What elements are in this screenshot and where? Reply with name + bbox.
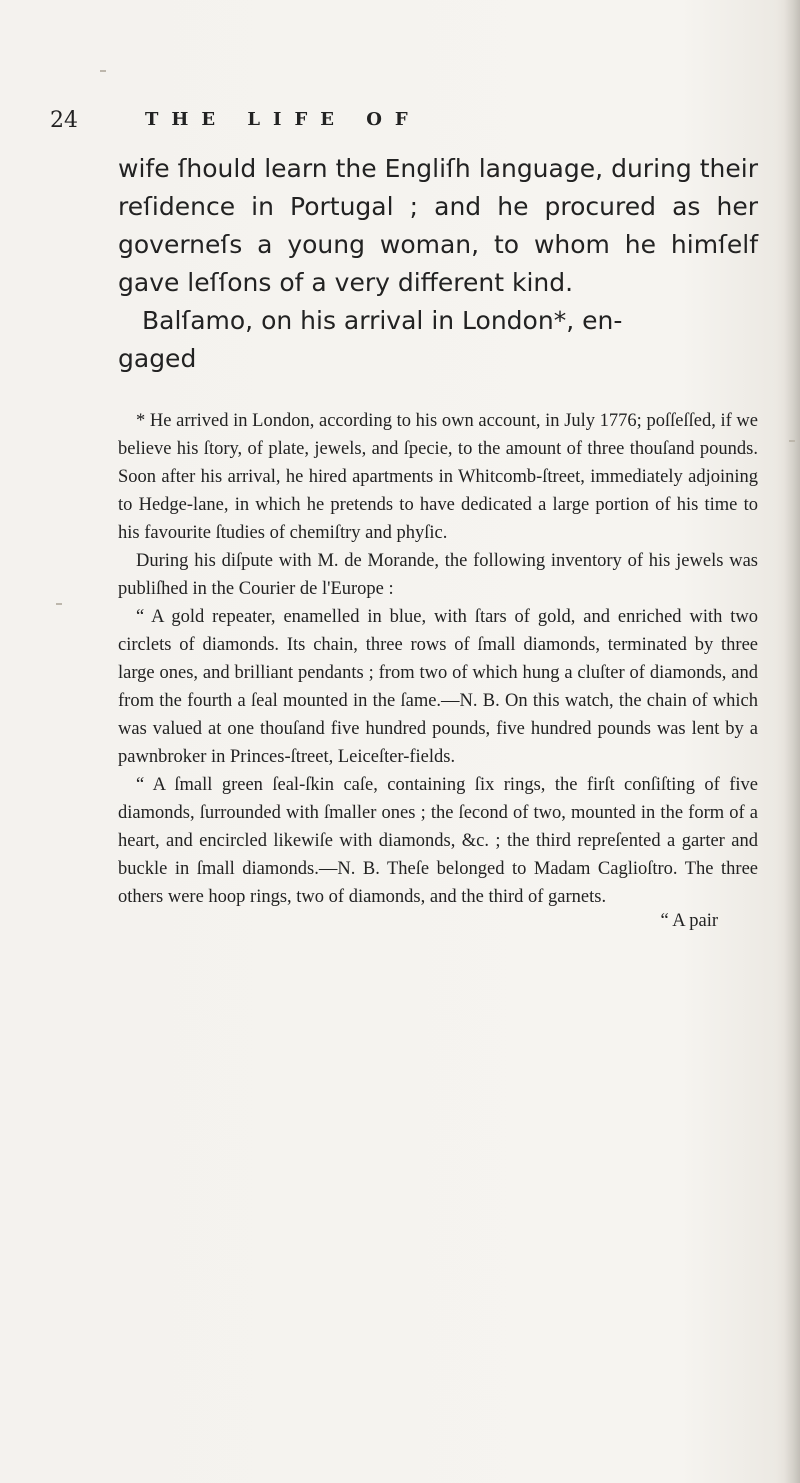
footnote-paragraph: “ A gold repeater, enamelled in blue, with ſtars of gold, and enriched with two circlets of diamonds. Its chain, three rows of ſmall diamonds, terminated by three large ones, and brilliant pendants ; from two of which hung a cluſter of diamonds, and from the fourth a ſeal mounted in the ſame.—N. B. On this watch, the chain of which was valued at one thouſand five hundred pounds, five hundred pounds was lent by a pawnbroker in Princes-ſtreet, Leiceſter-fields. [118,607,758,767]
page-edge-shadow [784,0,800,1483]
page-header [50,108,750,144]
footnote-catchword: “ A pair [660,911,718,931]
footnote-paragraph: * He arrived in London, according to his own account, in July 1776; poſſeſſed, if we believe his ſtory, of plate, jewels, and ſpecie, to the amount of three thouſand pounds. Soon after his arrival, he hired apartments in Whitcomb-ſtreet, immediately adjoining to Hedge-lane, in which he pretends to have dedicated a large portion of his time to his favourite ſtudies of chemiſtry and phyſic. [118,411,758,543]
footnote [118,407,758,935]
paper-mark [789,440,795,442]
body-paragraph: wife ſhould learn the Engliſh language, during their reſidence in Portugal ; and he procured as her governeſs a young woman, to whom he himſelf gave leſſons of a very different kind. [118,154,758,297]
footnote-paragraph: During his diſpute with M. de Morande, the following inventory of his jewels was publiſhed in the Courier de l'Europe : [118,551,758,599]
paper-mark [100,70,106,72]
running-head: THE LIFE OF [145,109,421,130]
footnote-paragraph: “ A ſmall green ſeal-ſkin caſe, containing ſix rings, the firſt conſiſting of five diamonds, ſurrounded with ſmaller ones ; the ſecond of two, mounted in the form of a heart, and encircled likewiſe with diamonds, &c. ; the third repreſented a garter and buckle in ſmall diamonds.—N. B. Theſe belonged to Madam Caglioſtro. The three others were hoop rings, two of diamonds, and the third of garnets. [118,775,758,907]
body-paragraph: Balſamo, on his arrival in London*, en- [142,306,623,335]
body-catchword: gaged [118,344,197,373]
page-number: 24 [50,108,78,133]
paper-mark [56,603,62,605]
main-text [118,150,758,378]
